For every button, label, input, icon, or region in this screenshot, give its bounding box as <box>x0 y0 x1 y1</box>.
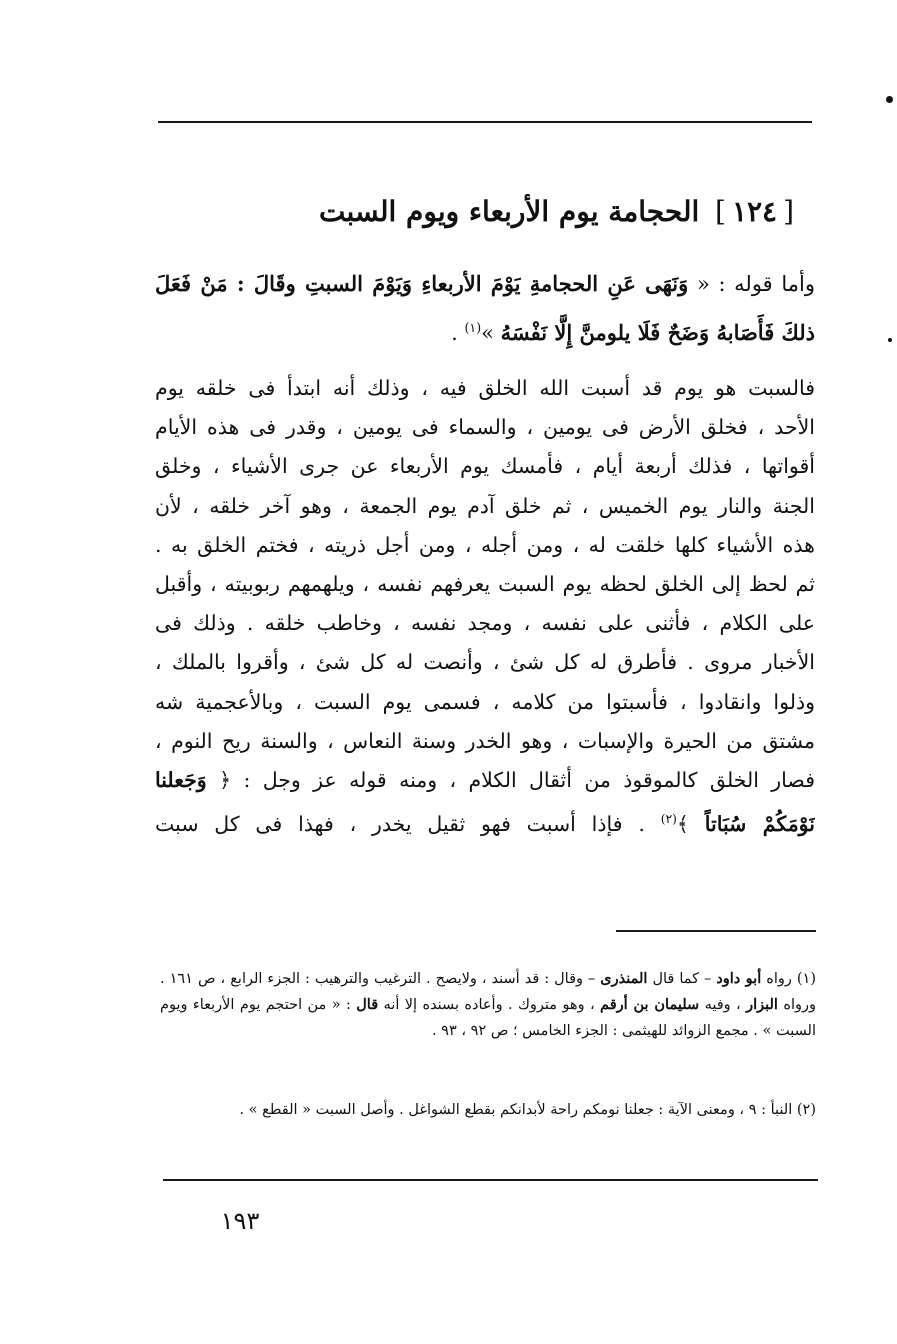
hadith-text: وَنَهَى عَنِ الحجامةِ يَوْمَ الأربعاءِ وَيَوْمَ السبتِ وقَالَ : مَنْ فَعَلَ ذلكَ فَأَصَابهُ وَضَحٌ فَلَا يلومنَّ إِلَّا نَفْسَهُ <box>155 271 815 345</box>
footnote-text: – وقال : قد أسند ، ولايصح . الترغيب والترهيب : الجزء الرابع ، ص ١٦١ . ورواه <box>160 971 816 1013</box>
footnote-ref-1: (١) <box>464 320 482 335</box>
body-paragraph <box>155 369 815 839</box>
footnote-text: ، وهو متروك . وأعاده بسنده إلا أنه <box>378 997 601 1013</box>
margin-dot <box>886 96 893 103</box>
footnote-text: (٢) النبأ : ٩ ، ومعنى الآية : جعلنا نومكم راحة لأبدانكم بقطع الشواغل . وأصل السبت « القطع » . <box>239 1102 816 1118</box>
footnote-bold: أبو داود <box>716 970 762 987</box>
footnote-text: (١) رواه <box>761 971 816 987</box>
hadith-paragraph <box>155 262 815 355</box>
footnote-separator <box>616 930 816 932</box>
body-line <box>155 800 815 839</box>
bottom-rule <box>163 1179 818 1181</box>
body-line: ثم لحظ إلى الخلق لحظه يوم السبت يعرفهم نفسه ، ويلهمهم ربوبيته ، وأقبل <box>155 571 815 596</box>
footnote-text: : « من احتجم يوم الأربعاء ويوم السبت » . مجمع الزوائد للهيثمى : الجزء الخامس ؛ ص ٩٢ ، ٩٣ . <box>160 997 816 1039</box>
body-line: وذلوا وانقادوا ، فأسبتوا من كلامه ، فسمى يوم السبت ، وبالأعجمية شه <box>155 689 815 714</box>
body-line: الأخبار مروى . فأطرق له كل شئ ، وأنصت له كل شئ ، وأقروا بالملك ، <box>155 650 815 675</box>
bracket-open: [ <box>783 195 794 228</box>
hadith-lead: وأما قوله : « <box>696 272 815 296</box>
margin-dot <box>888 338 892 342</box>
footnote-bold: البزار <box>746 996 778 1013</box>
body-line: فالسبت هو يوم قد أسبت الله الخلق فيه ، وذلك أنه ابتدأ فى خلقه يوم <box>155 376 815 400</box>
body-line: الأحد ، فخلق الأرض فى يومين ، والسماء فى يومين ، وقدر فى هذه الأيام <box>155 415 815 440</box>
section-number: ١٢٤ <box>731 195 778 228</box>
section-title: الحجامة يوم الأربعاء ويوم السبت <box>319 195 700 228</box>
page-number: ١٩٣ <box>220 1207 260 1235</box>
hadith-end: . <box>451 321 465 345</box>
quran-verse-part1: وَجَعلنا <box>155 767 207 792</box>
body-line: على الكلام ، فأثنى على نفسه ، ومجد نفسه ، وخاطب خلقه . وذلك فى <box>155 611 815 636</box>
quran-verse-part2: نَوْمَكُمْ سُبَاتاً <box>704 811 815 836</box>
line-tail: . فإذا أسبت فهو ثقيل يخدر ، فهذا فى كل سبت <box>155 811 661 836</box>
footnote-2 <box>160 1097 816 1123</box>
line-lead: فصار الخلق كالموقوذ من أثقال الكلام ، ومنه قوله عز وجل : ﴿ <box>219 767 815 792</box>
body-line: هذه الأشياء كلها خلقت له ، ومن أجله ، ومن أجل ذريته ، فختم الخلق به . <box>155 532 815 557</box>
hadith-close: » <box>481 321 494 345</box>
section-heading <box>300 186 800 238</box>
top-rule <box>158 121 812 123</box>
footnote-bold: قال <box>356 996 379 1013</box>
footnote-text: ، وفيه <box>699 997 747 1013</box>
bracket-close: ] <box>715 195 726 228</box>
body-line <box>155 761 815 800</box>
footnote-ref-2: (٢) <box>660 812 677 827</box>
footnote-bold: المنذرى <box>600 970 648 987</box>
body-line: الجنة والنار يوم الخميس ، ثم خلق آدم يوم الجمعة ، وهو آخر خلقه ، لأن <box>155 493 815 518</box>
footnote-1 <box>160 966 816 1044</box>
quran-close: ﴾ <box>676 811 689 836</box>
footnote-text: – كما قال <box>647 971 717 987</box>
footnote-bold: سليمان بن أرقم <box>600 996 700 1013</box>
body-line: أقواتها ، فذلك أربعة أيام ، فأمسك يوم الأربعاء عن جرى الأشياء ، وخلق <box>155 454 815 479</box>
body-line: مشتق من الحيرة والإسبات ، وهو الخدر وسنة النعاس ، والسنة ريح النوم ، <box>155 728 815 753</box>
